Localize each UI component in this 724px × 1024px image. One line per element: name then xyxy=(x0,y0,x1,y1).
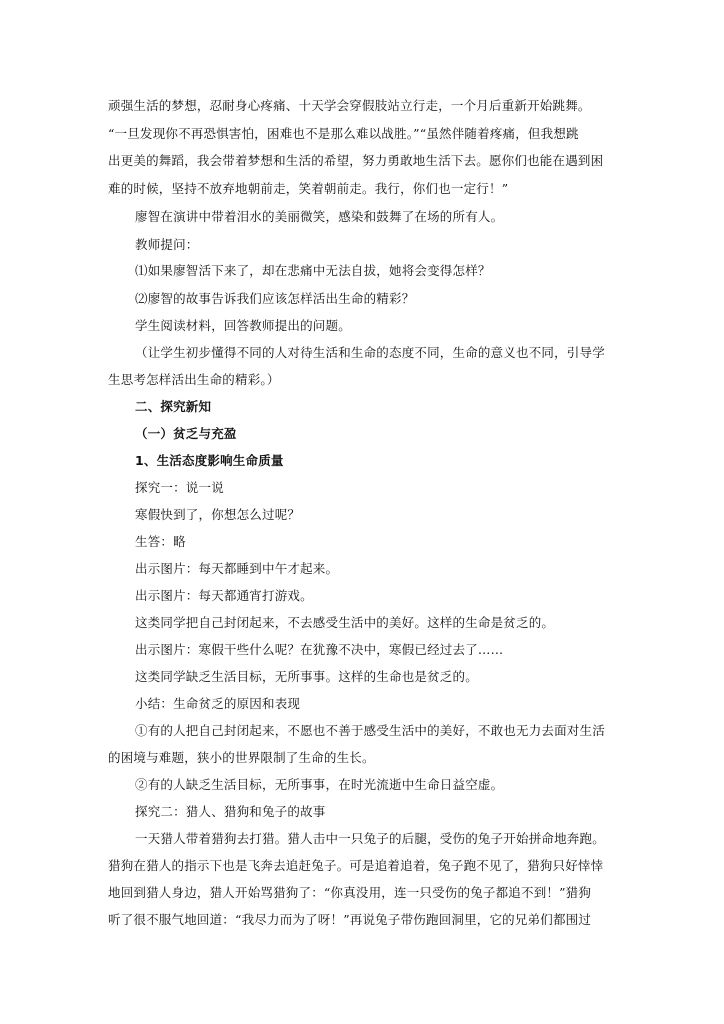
text-line: 的困境与难题，狭小的世界限制了生命的生长。 xyxy=(108,750,375,765)
text-line: 出示图片：寒假干些什么呢？在犹豫不决中，寒假已经过去了…… xyxy=(135,642,504,657)
subsection-heading: 1、生活态度影响生命质量 xyxy=(135,453,284,468)
text-line: 生思考怎样活出生命的精彩。） xyxy=(108,372,280,387)
text-line: 生答：略 xyxy=(135,534,186,549)
text-line: 地回到猎人身边，猎人开始骂猎狗了：“你真没用，连一只受伤的兔子都追不到！”猎狗 xyxy=(108,885,592,900)
text-line: 猎狗在猎人的指示下也是飞奔去追赶兔子。可是追着追着，兔子跑不见了，猎狗只好悻悻 xyxy=(108,858,604,873)
question-item: ⑵廖智的故事告诉我们应该怎样活出生命的精彩？ xyxy=(135,291,415,306)
text-line: 教师提问： xyxy=(135,237,199,252)
text-line: 探究一：说一说 xyxy=(135,480,224,495)
text-line: “一旦发现你不再恐惧害怕，困难也不是那么难以战胜。”“虽然伴随着疼痛，但我想跳 xyxy=(108,126,579,141)
subsection-heading: （一）贫乏与充盈 xyxy=(135,426,237,441)
text-line: （让学生初步懂得不同的人对待生活和生命的态度不同，生命的意义也不同，引导学 xyxy=(135,345,605,360)
text-line: 一天猎人带着猎狗去打猎。猎人击中一只兔子的后腿，受伤的兔子开始拼命地奔跑。 xyxy=(135,831,605,846)
text-line: 顽强生活的梦想，忍耐身心疼痛、十天学会穿假肢站立行走，一个月后重新开始跳舞。 xyxy=(108,98,591,113)
text-line: 听了很不服气地回道：“我尽力而为了呀！”再说兔子带伤跑回洞里，它的兄弟们都围过 xyxy=(108,912,592,927)
text-line: 学生阅读材料，回答教师提出的问题。 xyxy=(135,318,351,333)
text-line: 这类同学把自己封闭起来，不去感受生活中的美好。这样的生命是贫乏的。 xyxy=(135,615,555,630)
text-line: 探究二：猎人、猎狗和兔子的故事 xyxy=(135,804,326,819)
text-line: 难的时候，坚持不放弃地朝前走，笑着朝前走。我行，你们也一定行！” xyxy=(108,181,509,196)
text-line: 廖智在演讲中带着泪水的美丽微笑，感染和鼓舞了在场的所有人。 xyxy=(135,209,504,224)
text-line: 出示图片：每天都睡到中午才起来。 xyxy=(135,561,339,576)
text-line: 小结：生命贫乏的原因和表现 xyxy=(135,696,301,711)
text-line: 出示图片：每天都通宵打游戏。 xyxy=(135,588,313,603)
text-line: ①有的人把自己封闭起来，不愿也不善于感受生活中的美好，不敢也无力去面对生活 xyxy=(135,723,605,738)
text-line: 寒假快到了，你想怎么过呢？ xyxy=(135,507,301,522)
text-line: ②有的人缺乏生活目标，无所事事，在时光流逝中生命日益空虚。 xyxy=(135,777,504,792)
text-line: 这类同学缺乏生活目标，无所事事。这样的生命也是贫乏的。 xyxy=(135,669,478,684)
question-item: ⑴如果廖智活下来了，却在悲痛中无法自拔，她将会变得怎样？ xyxy=(135,263,491,278)
section-heading: 二、探究新知 xyxy=(135,399,212,414)
text-line: 出更美的舞蹈，我会带着梦想和生活的希望，努力勇敢地生活下去。愿你们也能在遇到困 xyxy=(108,153,604,168)
